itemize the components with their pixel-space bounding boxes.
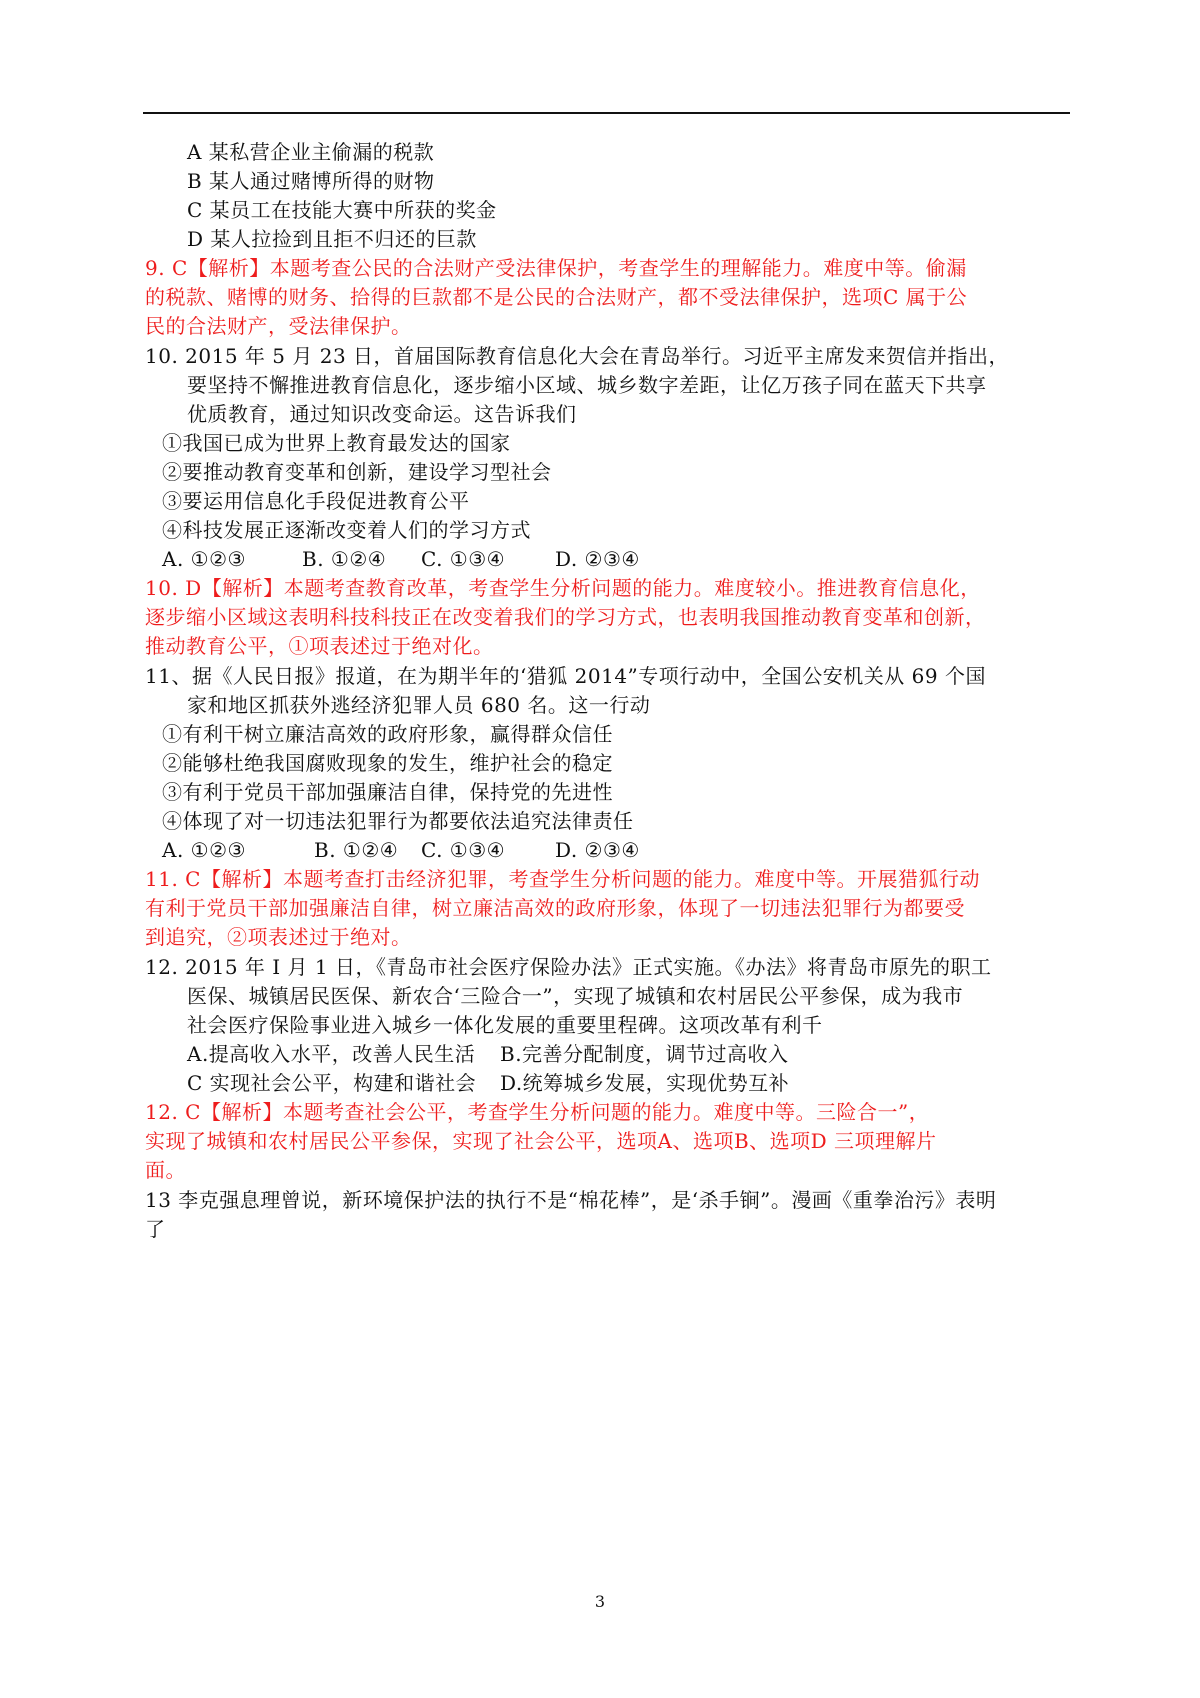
q9-option-c: C 某员工在技能大赛中所获的奖金 [187, 198, 497, 222]
q10-analysis-line-2: 逐步缩小区域这表明科技科技正在改变着我们的学习方式，也表明我国推动教育变革和创新， [145, 605, 986, 629]
q12-stem-line-2: 医保、城镇居民医保、新农合‘三险合一”，实现了城镇和农村居民公平参保，成为我市 [187, 984, 964, 1008]
q11-analysis-line-1: 11. C【解析】本题考查打击经济犯罪，考查学生分析问题的能力。难度中等。开展猎狐行动 [145, 867, 980, 891]
q11-item-3: ③有利于党员干部加强廉洁自律，保持党的先进性 [162, 780, 613, 804]
q10-choice-b: B. ①②④ [302, 547, 387, 571]
q12-choice-c: C 实现社会公平，构建和谐社会 [187, 1071, 477, 1095]
q11-analysis-line-3: 到追究，②项表述过于绝对。 [145, 925, 412, 949]
q10-stem-line-1: 10. 2015 年 5 月 23 日，首届国际教育信息化大会在青岛举行。习近平主席发来贺信并指出， [145, 344, 1010, 368]
q13-stem-line-1: 13 李克强息理曾说，新环境保护法的执行不是“棉花棒”，是‘杀手锏”。漫画《重拳治污》表明 [145, 1188, 997, 1212]
q12-choice-a: A.提高收入水平，改善人民生活 [187, 1042, 476, 1066]
q9-analysis-line-3: 民的合法财产，受法律保护。 [145, 314, 412, 338]
q11-item-2: ②能够杜绝我国腐败现象的发生，维护社会的稳定 [162, 751, 613, 775]
q12-choice-d: D.统筹城乡发展，实现优势互补 [500, 1071, 790, 1095]
q10-item-3: ③要运用信息化手段促进教育公平 [162, 489, 470, 513]
q9-analysis-line-2: 的税款、赌博的财务、拾得的巨款都不是公民的合法财产，都不受法律保护，选项C 属于公 [145, 285, 968, 309]
q9-option-d: D 某人拉捡到且拒不归还的巨款 [187, 227, 477, 251]
q10-stem-line-2: 要坚持不懈推进教育信息化，逐步缩小区域、城乡数字差距，让亿万孩子同在蓝天下共享 [187, 373, 987, 397]
q10-item-2: ②要推动教育变革和创新，建设学习型社会 [162, 460, 552, 484]
q12-analysis-line-1: 12. C【解析】本题考查社会公平，考查学生分析问题的能力。难度中等。三险合一”， [145, 1100, 930, 1124]
q9-option-a: A 某私营企业主偷漏的税款 [187, 140, 435, 164]
q10-analysis-line-1: 10. D【解析】本题考查教育改革，考查学生分析问题的能力。难度较小。推进教育信息化， [145, 576, 981, 600]
q10-item-1: ①我国已成为世界上教育最发达的国家 [162, 431, 511, 455]
q12-analysis-line-3: 面。 [145, 1158, 186, 1182]
q13-stem-line-2: 了 [145, 1217, 166, 1241]
q12-stem-line-3: 社会医疗保险事业进入城乡一体化发展的重要里程碑。这项改革有利千 [187, 1013, 823, 1037]
q12-choice-b: B.完善分配制度，调节过高收入 [500, 1042, 789, 1066]
q11-stem-line-2: 家和地区抓获外逃经济犯罪人员 680 名。这一行动 [187, 693, 651, 717]
q10-stem-line-3: 优质教育，通过知识改变命运。这告诉我们 [187, 402, 577, 426]
q12-analysis-line-2: 实现了城镇和农村居民公平参保，实现了社会公平，选项A、选项B、选项D 三项理解片 [145, 1129, 937, 1153]
q11-analysis-line-2: 有利于党员干部加强廉洁自律，树立廉洁高效的政府形象，体现了一切违法犯罪行为都要受 [145, 896, 965, 920]
q11-item-4: ④体现了对一切违法犯罪行为都要依法追究法律责任 [162, 809, 634, 833]
header-rule [143, 112, 1070, 114]
q10-choice-c: C. ①③④ [421, 547, 506, 571]
q12-stem-line-1: 12. 2015 年 I 月 1 日，《青岛市社会医疗保险办法》正式实施。《办法》将青岛市原先的职工 [145, 955, 992, 979]
page-number: 3 [594, 1592, 606, 1611]
q10-choice-a: A. ①②③ [162, 547, 246, 571]
q11-choice-c: C. ①③④ [421, 838, 506, 862]
q9-analysis-line-1: 9. C【解析】本题考查公民的合法财产受法律保护，考查学生的理解能力。难度中等。偷漏 [145, 256, 967, 280]
q11-choice-a: A. ①②③ [162, 838, 246, 862]
q10-choice-d: D. ②③④ [555, 547, 640, 571]
q10-item-4: ④科技发展正逐渐改变着人们的学习方式 [162, 518, 531, 542]
q11-choice-d: D. ②③④ [555, 838, 640, 862]
q11-choice-b: B. ①②④ [314, 838, 399, 862]
q11-item-1: ①有利干树立廉洁高效的政府形象，赢得群众信任 [162, 722, 613, 746]
q11-stem-line-1: 11、据《人民日报》报道，在为期半年的‘猎狐 2014”专项行动中，全国公安机关从 69 个国 [145, 664, 986, 688]
q10-analysis-line-3: 推动教育公平，①项表述过于绝对化。 [145, 634, 494, 658]
q9-option-b: B 某人通过赌博所得的财物 [187, 169, 435, 193]
